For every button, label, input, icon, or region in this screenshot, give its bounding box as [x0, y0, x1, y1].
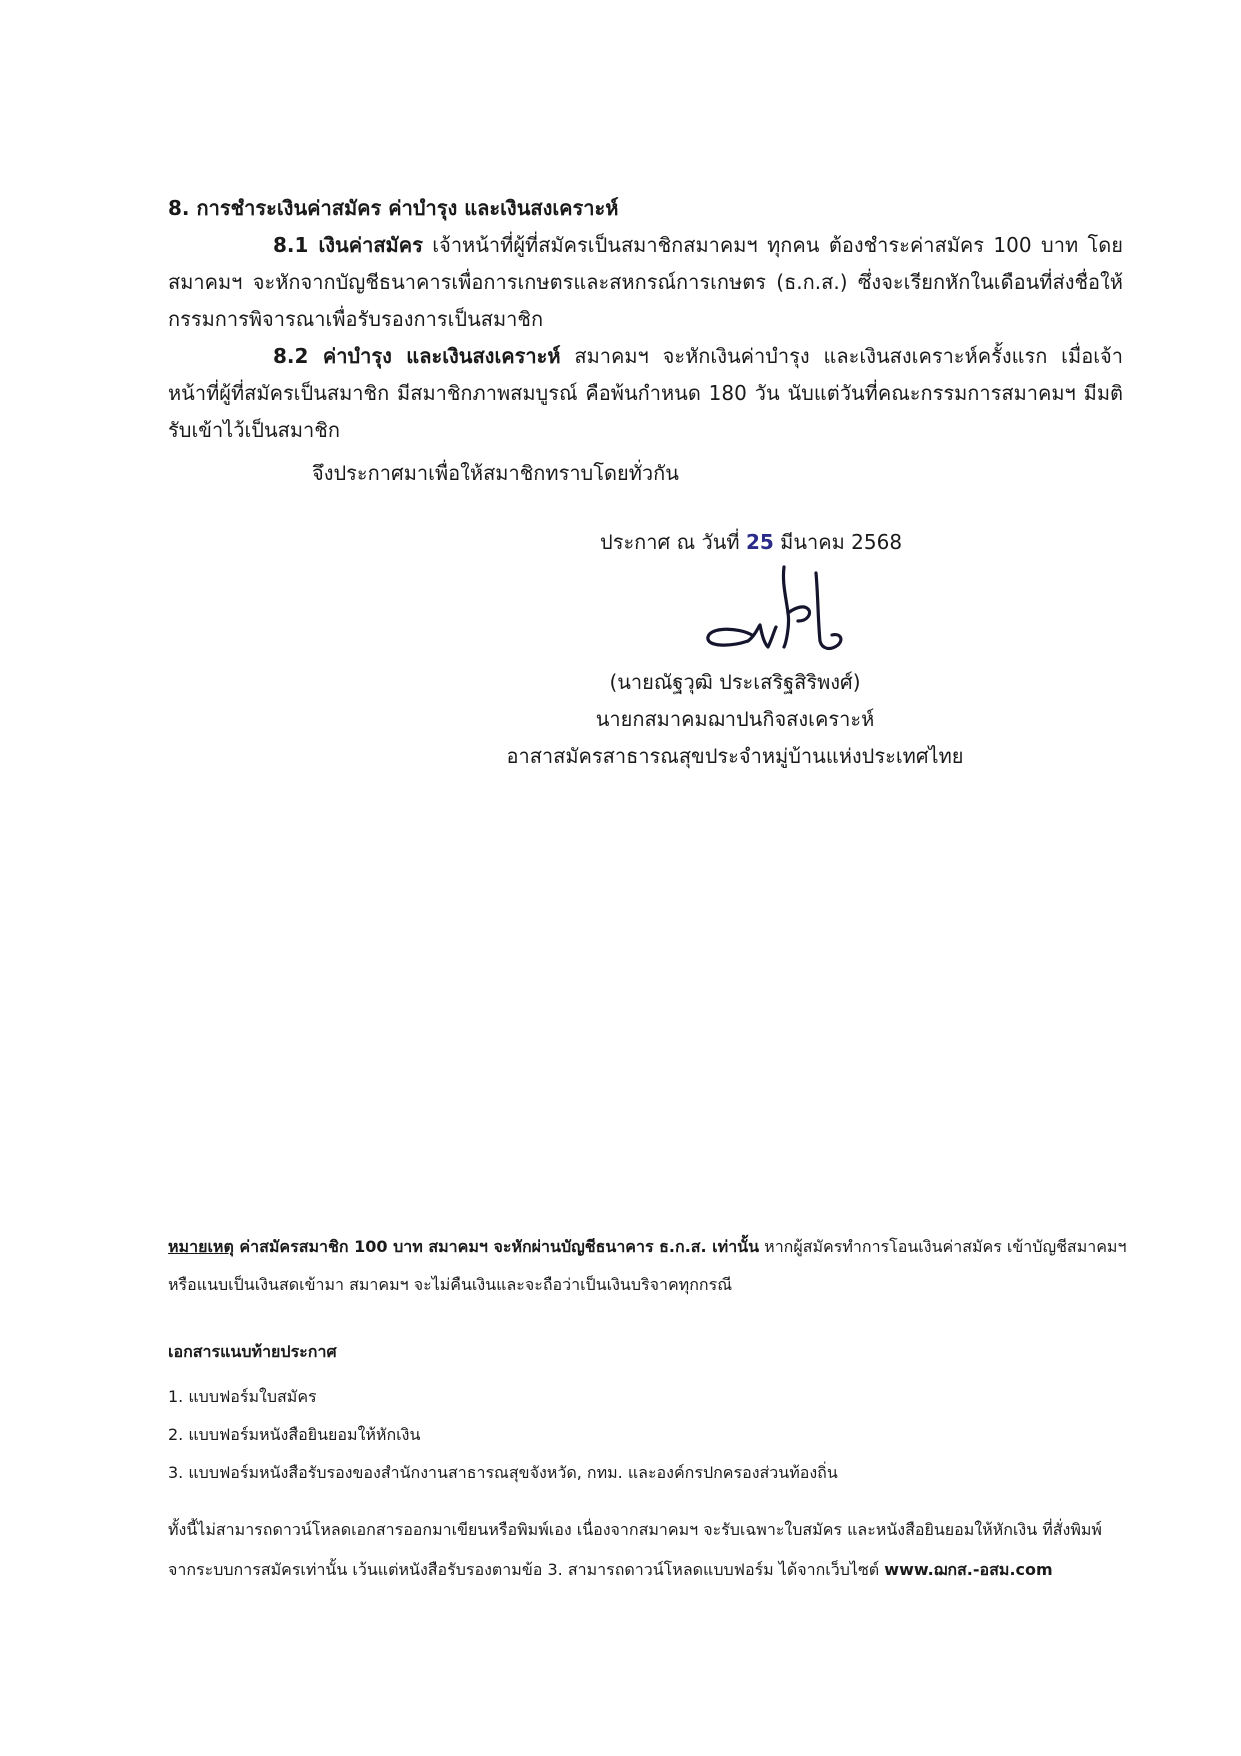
closing-paragraph	[168, 1510, 1128, 1590]
section-8-2-label: 8.2 ค่าบำรุง และเงินสงเคราะห์	[273, 344, 561, 368]
date-day: 25	[745, 530, 774, 554]
website-link[interactable]: www.ฌกส.-อสม.com	[884, 1560, 1053, 1579]
announcement-date	[600, 526, 902, 558]
remark-text: หากผู้สมัครทำการโอนเงินค่าสมัคร เข้าบัญชีสมาคมฯ หรือแนบเป็นเงินสดเข้ามา สมาคมฯ จะไม่คืนเงินและจะถือว่าเป็นเงินบริจาคทุกกรณี	[168, 1237, 1127, 1294]
attachment-item: 1. แบบฟอร์มใบสมัคร	[168, 1387, 317, 1406]
attachment-item: 2. แบบฟอร์มหนังสือยินยอมให้หักเงิน	[168, 1425, 421, 1444]
date-prefix: ประกาศ ณ วันที่	[600, 530, 740, 554]
remark-bold-text: ค่าสมัครสมาชิก 100 บาท สมาคมฯ จะหักผ่านบัญชีธนาคาร ธ.ก.ส. เท่านั้น	[233, 1237, 760, 1256]
remark-label: หมายเหตุ	[168, 1237, 234, 1256]
signatory-block	[500, 664, 970, 775]
announcement-text: จึงประกาศมาเพื่อให้สมาชิกทราบโดยทั่วกัน	[312, 461, 679, 485]
section-8-1-text: เจ้าหน้าที่ผู้ที่สมัครเป็นสมาชิกสมาคมฯ ทุกคน ต้องชำระค่าสมัคร 100 บาท โดยสมาคมฯ จะหักจากบัญชีธนาคารเพื่อการเกษตรและสหกรณ์การเกษตร (ธ.ก.ส.) ซึ่งจะเรียกหักในเดือนที่ส่งชื่อให้กรรมการพิจารณาเพื่อรับรองการเป็นสมาชิก	[168, 233, 1123, 331]
closing-text: ทั้งนี้ไม่สามารถดาวน์โหลดเอกสารออกมาเขียนหรือพิมพ์เอง เนื่องจากสมาคมฯ จะรับเฉพาะใบสมัคร และหนังสือยินยอมให้หักเงิน ที่สั่งพิมพ์จากระบบการสมัครเท่านั้น เว้นแต่หนังสือรับรองตามข้อ 3. สามารถดาวน์โหลดแบบฟอร์ม ได้จากเว็บไซต์	[168, 1520, 1102, 1579]
attachments-title: เอกสารแนบท้ายประกาศ	[168, 1342, 337, 1361]
section-8-1-label: 8.1 เงินค่าสมัคร	[273, 233, 423, 257]
remark	[168, 1228, 1128, 1304]
attachments-list	[168, 1378, 838, 1492]
handwritten-signature	[700, 565, 880, 665]
section-8-2-text: สมาคมฯ จะหักเงินค่าบำรุง และเงินสงเคราะห์ครั้งแรก เมื่อเจ้าหน้าที่ผู้ที่สมัครเป็นสมาชิก มีสมาชิกภาพสมบูรณ์ คือพ้นกำหนด 180 วัน นับแต่วันที่คณะกรรมการสมาคมฯ มีมติรับเข้าไว้เป็นสมาชิก	[168, 344, 1123, 442]
section-8-1	[168, 227, 1123, 338]
signatory-name: (นายณัฐวุฒิ ประเสริฐสิริพงศ์)	[609, 670, 861, 694]
signatory-position-1: นายกสมาคมฌาปนกิจสงเคราะห์	[595, 707, 875, 731]
section-8	[168, 190, 1123, 449]
attachment-item: 3. แบบฟอร์มหนังสือรับรองของสำนักงานสาธารณสุขจังหวัด, กทม. และองค์กรปกครองส่วนท้องถิ่น	[168, 1463, 838, 1482]
date-month-year: มีนาคม 2568	[780, 530, 903, 554]
section-8-2	[168, 338, 1123, 449]
signatory-position-2: อาสาสมัครสาธารณสุขประจำหมู่บ้านแห่งประเทศไทย	[506, 744, 964, 768]
section-8-heading: 8. การชำระเงินค่าสมัคร ค่าบำรุง และเงินสงเคราะห์	[168, 196, 619, 220]
